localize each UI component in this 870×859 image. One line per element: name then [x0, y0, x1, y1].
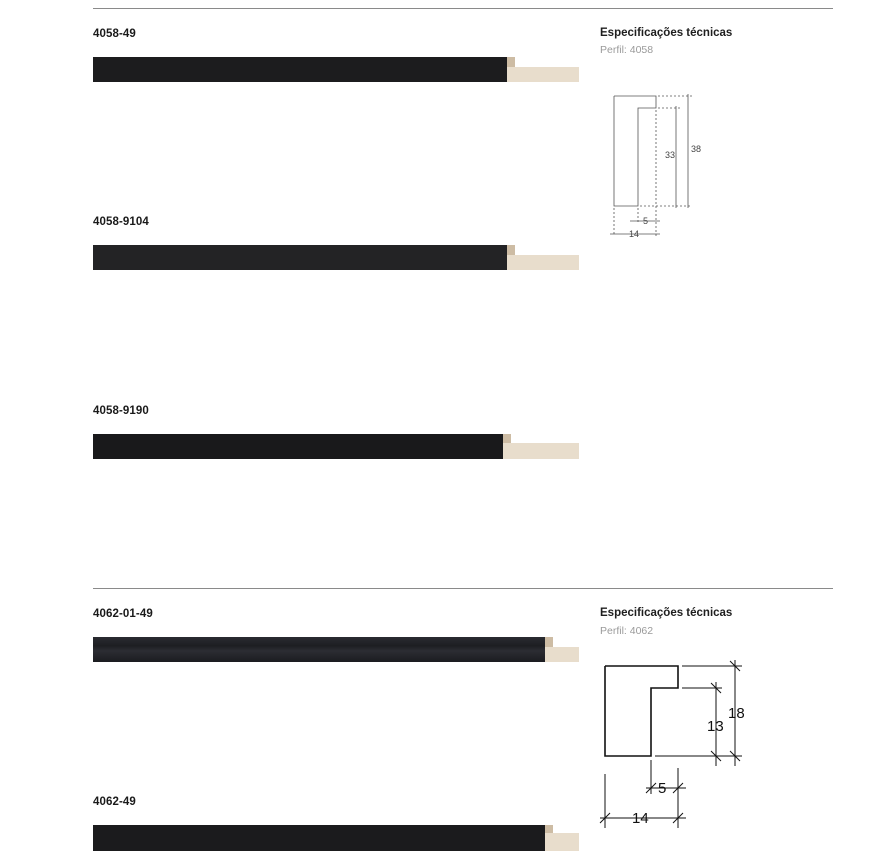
- molding-sample-image: [93, 825, 579, 853]
- product-code: 4062-01-49: [93, 608, 153, 620]
- dimension-label: 5: [658, 780, 667, 797]
- section-divider: [93, 588, 833, 589]
- profile-diagram: [600, 88, 710, 243]
- molding-sample-image: [93, 637, 579, 665]
- section-divider: [93, 8, 833, 9]
- dimension-label: 18: [728, 705, 745, 722]
- product-code: 4062-49: [93, 796, 136, 808]
- dimension-label: 33: [665, 150, 676, 160]
- dimension-label: 14: [632, 810, 649, 827]
- dimension-label: 13: [707, 718, 724, 735]
- product-code: 4058-49: [93, 28, 136, 40]
- product-code: 4058-9104: [93, 216, 149, 228]
- molding-sample-image: [93, 57, 579, 85]
- spec-title: Especificações técnicas: [600, 607, 733, 619]
- profile-label: Perfil: 4062: [600, 625, 654, 637]
- profile-label: Perfil: 4058: [600, 44, 654, 56]
- profile-diagram: [596, 656, 756, 831]
- spec-title: Especificações técnicas: [600, 27, 733, 39]
- dimension-label: 38: [691, 144, 702, 154]
- product-code: 4058-9190: [93, 405, 149, 417]
- dimension-label: 5: [643, 216, 649, 226]
- molding-sample-image: [93, 434, 579, 462]
- dimension-label: 14: [629, 229, 640, 239]
- molding-sample-image: [93, 245, 579, 273]
